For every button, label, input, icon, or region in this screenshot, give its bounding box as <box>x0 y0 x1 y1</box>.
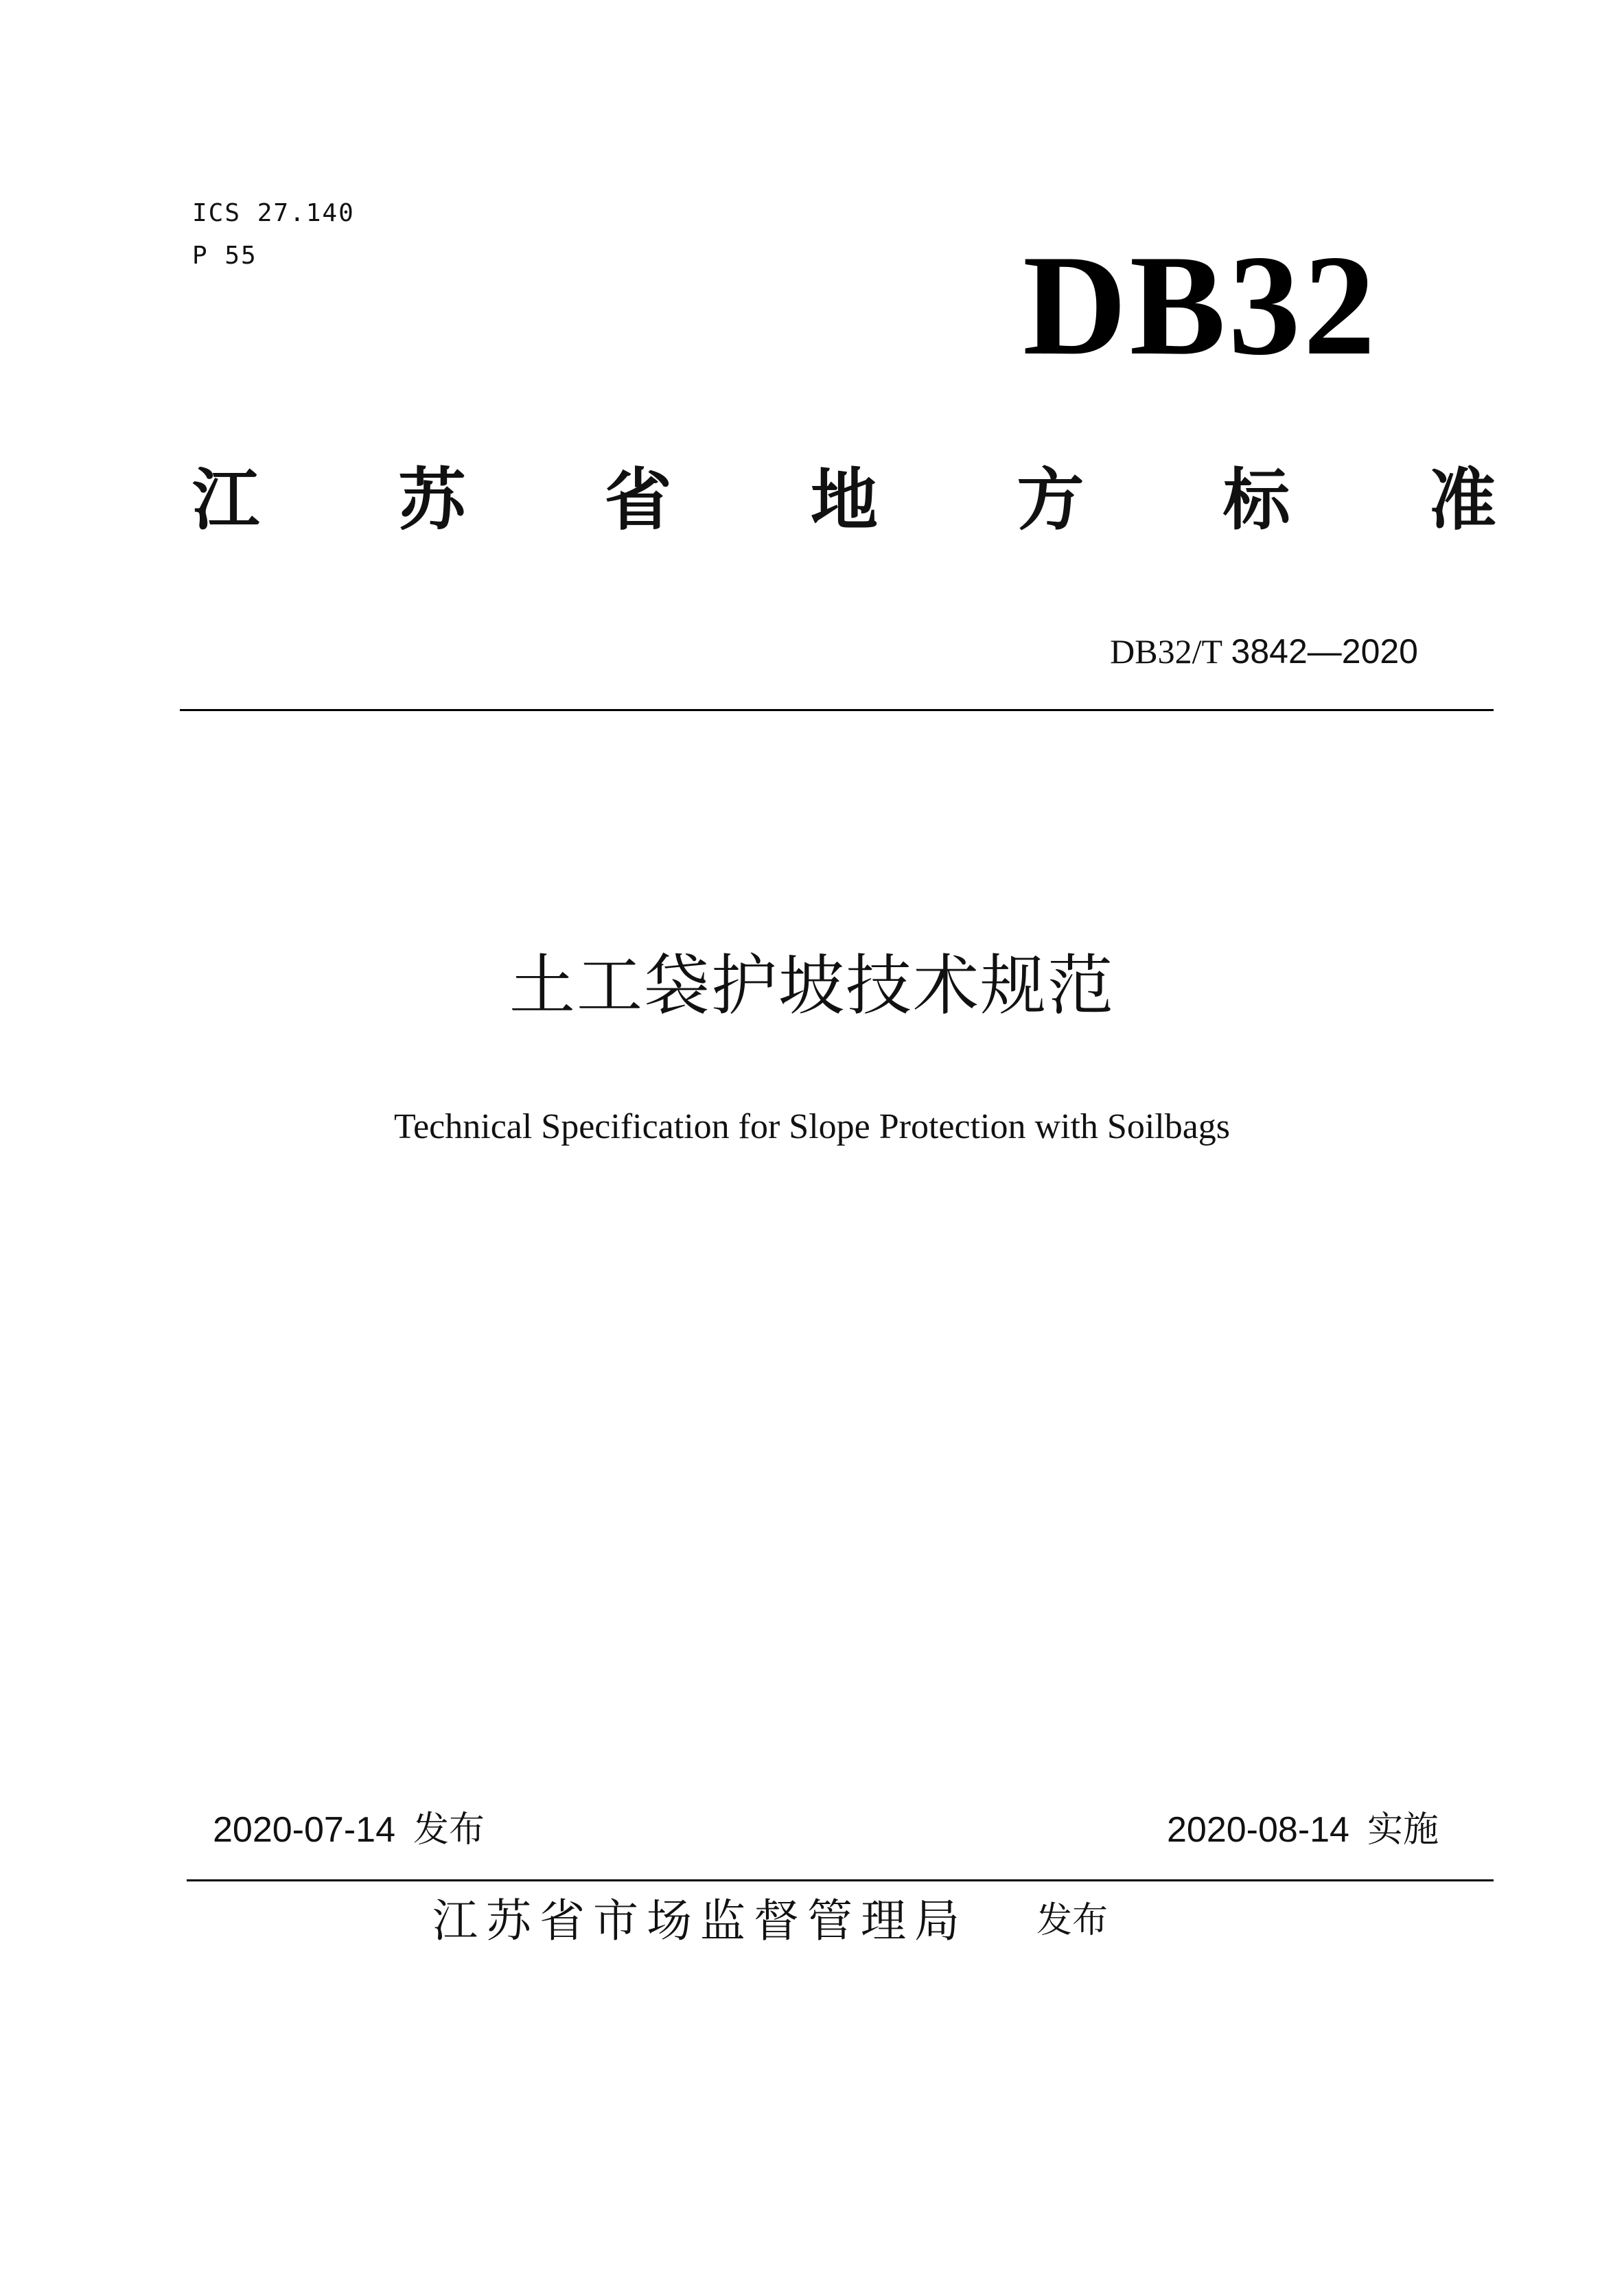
issuer-line <box>432 1894 1109 1947</box>
ics-code: ICS 27.140 <box>192 199 355 227</box>
issue-label: 发布 <box>413 1809 485 1851</box>
title-chinese: 土工袋护坡技术规范 <box>509 947 1115 1024</box>
issue-date: 2020-07-14 <box>213 1810 395 1850</box>
standard-number-value: 3842—2020 <box>1231 632 1418 671</box>
standard-type-char: 地 <box>810 461 878 540</box>
standard-logo: DB32 <box>1023 226 1378 385</box>
standard-type-char: 江 <box>192 461 260 540</box>
issue-date-line <box>213 1809 485 1851</box>
standard-type-char: 苏 <box>398 461 466 540</box>
bottom-divider <box>187 1879 1494 1881</box>
top-divider <box>180 709 1494 711</box>
standard-number-prefix: DB32/T <box>1110 632 1223 671</box>
issuer-action: 发布 <box>1036 1900 1109 1941</box>
standard-number <box>1110 631 1418 671</box>
standard-type-char: 标 <box>1222 461 1290 540</box>
standard-type-char: 方 <box>1017 461 1084 540</box>
issuer-name: 江苏省市场监督管理局 <box>432 1894 968 1947</box>
implementation-date: 2020-08-14 <box>1166 1810 1349 1850</box>
standard-type-char: 准 <box>1428 461 1496 540</box>
implementation-date-line <box>1166 1809 1439 1851</box>
title-english: Technical Specification for Slope Protection with Soilbags <box>393 1107 1231 1146</box>
standard-type-heading <box>192 461 1496 540</box>
standard-type-char: 省 <box>604 461 672 540</box>
implementation-label: 实施 <box>1367 1809 1439 1851</box>
ccs-code: P 55 <box>192 242 257 270</box>
